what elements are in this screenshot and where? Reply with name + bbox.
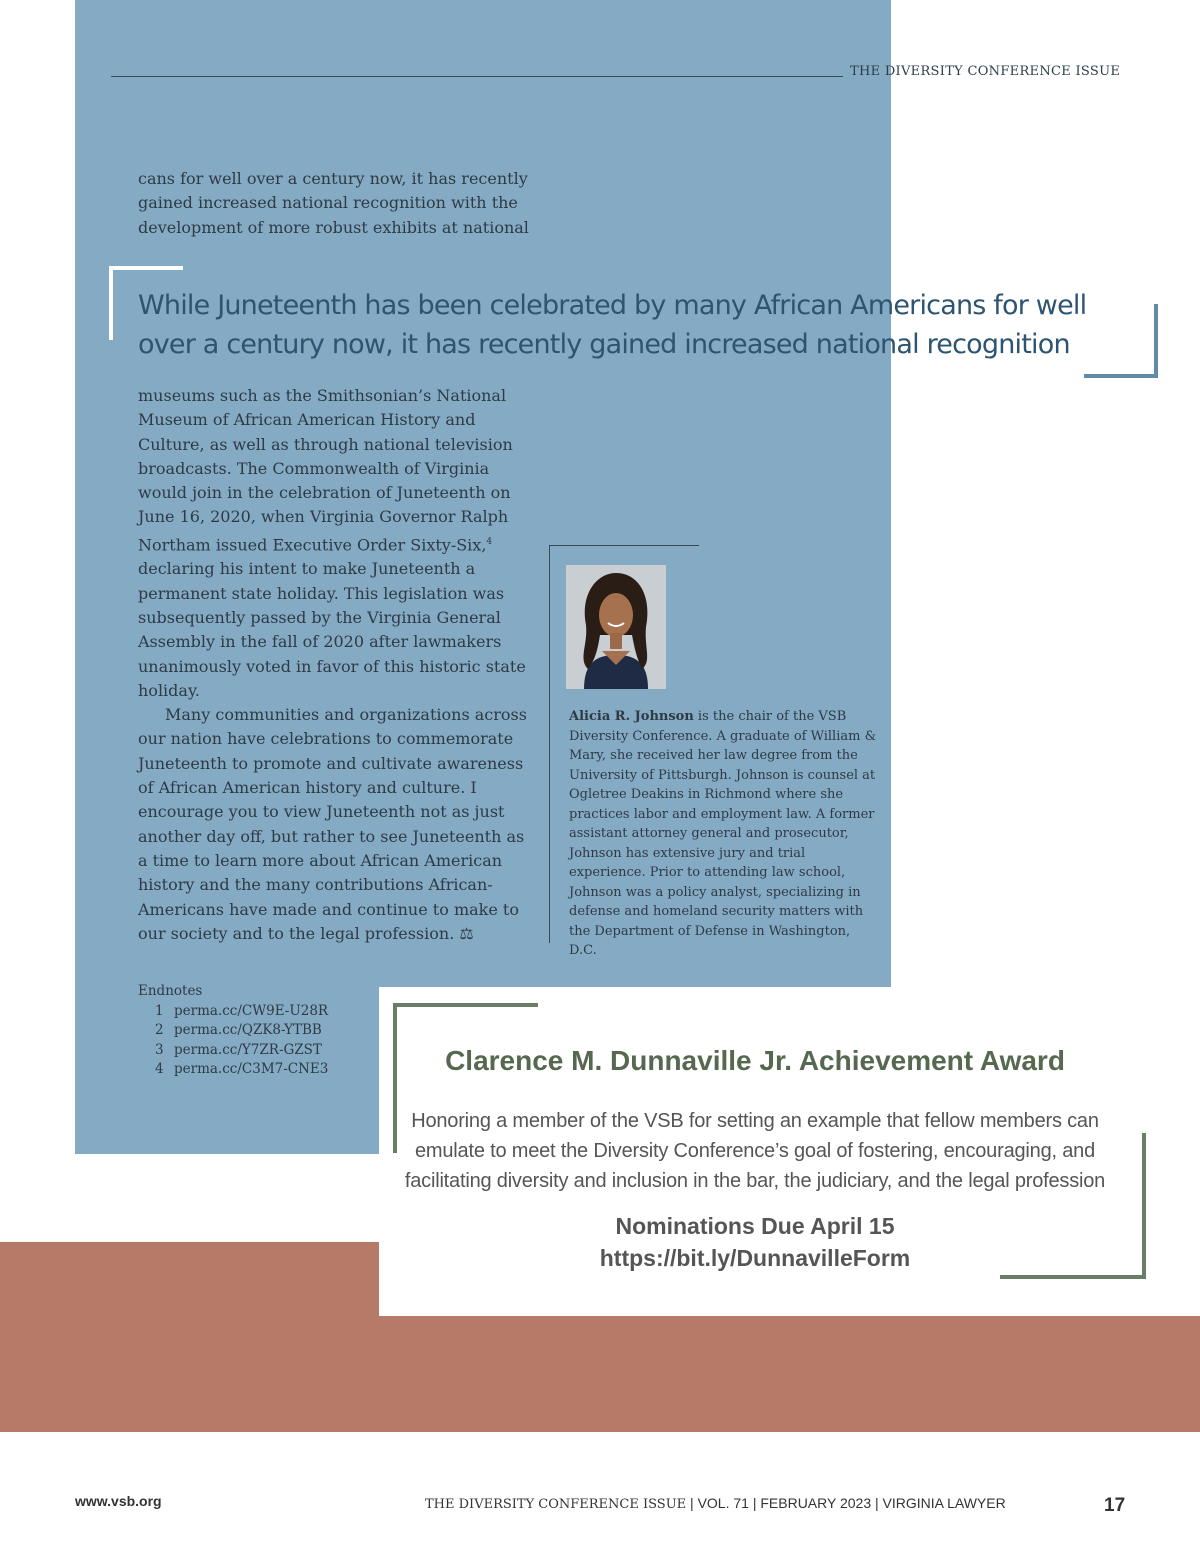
endnote-item[interactable] — [138, 1002, 328, 1022]
author-bio — [569, 707, 879, 961]
endnote-item[interactable] — [138, 1041, 328, 1061]
article-paragraph-2: Many communities and organizations across our nation have celebrations to commemorate Juneteenth to promote and cultivate awareness of African American history and culture. I encourage you to view Juneteenth not as just another day off, but rather to see Juneteenth as a time to learn more about African American history and the many contributions African-Americans have made and continue to make to our society and to the legal profession. ⚖ — [138, 705, 527, 943]
bio-horizontal-rule — [549, 545, 699, 546]
award-title: Clarence M. Dunnaville Jr. Achievement Award — [445, 1045, 1065, 1076]
footer-issue-title: THE DIVERSITY CONFERENCE ISSUE — [425, 1497, 687, 1512]
endnote-number: 4 — [155, 1061, 164, 1077]
footer-issue-line — [425, 1495, 1006, 1512]
article-body — [138, 384, 538, 946]
nominations-due-date: Nominations Due April 15 — [615, 1213, 895, 1239]
award-description: Honoring a member of the VSB for setting an example that fellow members can emulate to meet the Diversity Conference’s goal of fostering, encouraging, and facilitating diversity and inclusion in the bar, the judiciary, and the legal profession — [404, 1110, 1106, 1192]
pull-quote: While Juneteenth has been celebrated by many African Americans for well over a century now, it has recently gained increased national recognition — [138, 290, 1087, 360]
endnote-link[interactable]: perma.cc/CW9E-U28R — [174, 1002, 329, 1019]
footnote-reference[interactable]: 4 — [486, 536, 493, 547]
endnote-item[interactable] — [138, 1021, 328, 1041]
endnotes-heading: Endnotes — [138, 983, 203, 999]
bio-vertical-rule — [549, 545, 550, 943]
award-nominations — [379, 1210, 1131, 1274]
footer-volume-date: | VOL. 71 | FEBRUARY 2023 | VIRGINIA LAWYER — [686, 1495, 1006, 1511]
endnote-number: 2 — [155, 1022, 164, 1038]
endnote-link[interactable]: perma.cc/C3M7-CNE3 — [174, 1061, 329, 1077]
running-header: THE DIVERSITY CONFERENCE ISSUE — [850, 64, 1121, 79]
author-bio-text: is the chair of the VSB Diversity Conference. A graduate of William & Mary, she received her law degree from the University of Pittsburgh. Johnson is counsel at Ogletree Deakins in Richmond where she practices labor and employment law. A former assistant attorney general and prosecutor, Johnson has extensive jury and trial experience. Prior to attending law school, Johnson was a policy analyst, specializing in defense and homeland security matters with the Department of Defense in Washington, D.C. — [569, 709, 877, 958]
nomination-form-link[interactable]: https://bit.ly/DunnavilleForm — [599, 1245, 911, 1271]
endnote-number: 3 — [155, 1041, 164, 1058]
author-portrait-photo — [566, 565, 666, 689]
footer-website-link[interactable]: www.vsb.org — [75, 1493, 162, 1509]
article-paragraph-1: museums such as the Smithsonian’s National Museum of African American History and Culture, as well as through national television broadcasts. The Commonwealth of Virginia would join in the celebration of Juneteenth on June 16, 2020, when Virginia Governor Ralph Northam issued Executive Order Sixty-Six, — [138, 386, 513, 555]
endnote-link[interactable]: perma.cc/QZK8-YTBB — [174, 1022, 322, 1038]
page-number: 17 — [1104, 1495, 1126, 1516]
endnote-link[interactable]: perma.cc/Y7ZR-GZST — [174, 1041, 322, 1058]
scales-end-mark-icon: ⚖ — [454, 923, 474, 943]
header-rule — [111, 76, 843, 77]
endnote-item[interactable] — [138, 1060, 328, 1080]
author-name: Alicia R. Johnson — [569, 709, 694, 724]
article-top-fragment: cans for well over a century now, it has recently gained increased national recognition with the development of more robust exhibits at national — [138, 169, 529, 237]
endnotes — [138, 982, 328, 1080]
endnote-number: 1 — [155, 1002, 164, 1019]
article-paragraph-1-continued: declaring his intent to make Juneteenth a permanent state holiday. This legislation was subsequently passed by the Virginia General Assembly in the fall of 2020 after lawmakers unanimously voted in favor of this historic state holiday. — [138, 559, 526, 700]
